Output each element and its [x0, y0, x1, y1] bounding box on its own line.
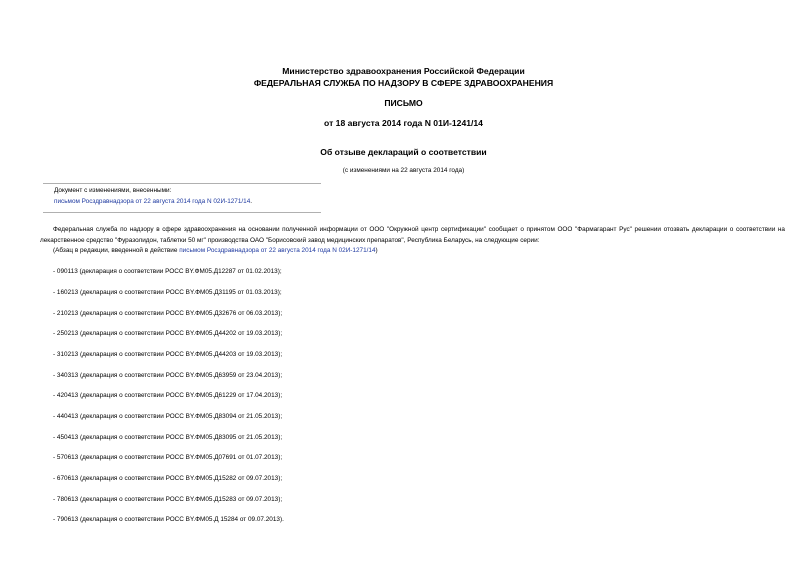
- edit-note-link[interactable]: письмом Росздравнадзора от 22 августа 2014 года N 02И-1271/14: [179, 247, 376, 254]
- ministry-name: Министерство здравоохранения Российской Федерации: [282, 66, 525, 76]
- list-item: - 310213 (декларация о соответствии РОСС BY.ФМ05.Д44203 от 19.03.2013);: [53, 351, 283, 358]
- list-item: - 440413 (декларация о соответствии РОСС BY.ФМ05.Д83094 от 21.05.2013);: [53, 413, 283, 420]
- main-paragraph: Федеральная служба по надзору в сфере здравоохранения на основании полученной информации от ООО "Окружной центр сертификации" сообщает о принятом ООО "Фармагарант Рус" решении отозвать декларации о соответствии на лекарственное средство "Фуразолидон, таблетки 50 мг" производства ОАО "Борисовский завод медицинских препаратов", Республика Беларусь, на следующие серии:: [40, 226, 785, 244]
- list-item: - 570613 (декларация о соответствии РОСС BY.ФМ05.Д07691 от 01.07.2013);: [53, 454, 283, 461]
- list-item: - 670613 (декларация о соответствии РОСС BY.ФМ05.Д15282 от 09.07.2013);: [53, 475, 283, 482]
- list-item: - 160213 (декларация о соответствии РОСС BY.ФМ05.Д31195 от 01.03.2013);: [53, 289, 282, 296]
- amendment-link-tail: .: [250, 198, 253, 205]
- list-item: - 790613 (декларация о соответствии РОСС BY.ФМ05.Д 15284 от 09.07.2013).: [53, 516, 284, 523]
- document-type: ПИСЬМО: [384, 98, 423, 108]
- amendment-link[interactable]: письмом Росздравнадзора от 22 августа 2014 года N 02И-1271/14: [54, 198, 251, 205]
- list-item: - 090113 (декларация о соответствии РОСС BY.ФМ05.Д12287 от 01.02.2013);: [53, 268, 282, 275]
- paragraph-edit-note: [53, 247, 378, 254]
- list-item: - 450413 (декларация о соответствии РОСС BY.ФМ05.Д83095 от 21.05.2013);: [53, 434, 283, 441]
- divider-bottom: [43, 212, 321, 213]
- document-date-number: от 18 августа 2014 года N 01И-1241/14: [324, 118, 483, 128]
- list-item: - 420413 (декларация о соответствии РОСС BY.ФМ05.Д61229 от 17.04.2013);: [53, 392, 283, 399]
- service-name: ФЕДЕРАЛЬНАЯ СЛУЖБА ПО НАДЗОРУ В СФЕРЕ ЗДРАВООХРАНЕНИЯ: [253, 78, 554, 88]
- changes-reference: [54, 198, 252, 205]
- list-item: - 250213 (декларация о соответствии РОСС BY.ФМ05.Д44202 от 19.03.2013);: [53, 330, 283, 337]
- edit-note-prefix: (Абзац в редакции, введенной в действие: [53, 247, 180, 254]
- document-title: Об отзыве деклараций о соответствии: [320, 147, 487, 157]
- revision-note: (с изменениями на 22 августа 2014 года): [342, 167, 465, 174]
- edit-note-suffix: ): [375, 247, 378, 254]
- list-item: - 780613 (декларация о соответствии РОСС BY.ФМ05.Д15283 от 09.07.2013);: [53, 496, 283, 503]
- changes-intro: Документ с изменениями, внесенными:: [54, 187, 172, 194]
- list-item: - 340313 (декларация о соответствии РОСС BY.ФМ05.Д63959 от 23.04.2013);: [53, 372, 283, 379]
- divider-top: [43, 183, 321, 184]
- list-item: - 210213 (декларация о соответствии РОСС BY.ФМ05.Д32676 от 06.03.2013);: [53, 310, 283, 317]
